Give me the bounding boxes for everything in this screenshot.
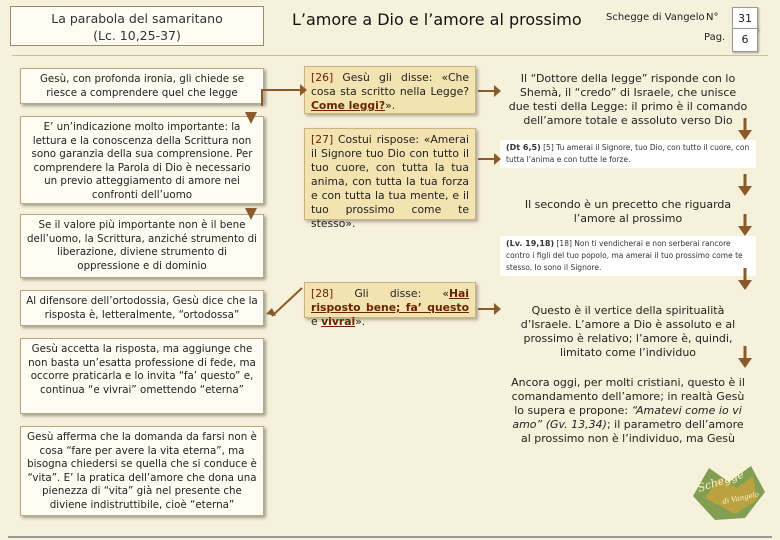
arrow-left-icon bbox=[260, 78, 308, 108]
comment-text: ; il parametro dell’amore al prossimo non è l’individuo, ma Gesù bbox=[521, 418, 744, 445]
verse-26-box bbox=[304, 66, 476, 114]
comment-box-reading bbox=[20, 116, 264, 204]
comment-new-commandment bbox=[500, 372, 756, 450]
reference-deuteronomy bbox=[500, 140, 756, 168]
comment-text: Se il valore più importante non è il bene dell’uomo, la Scrittura, anziché strumento di liberazione, diviene strumento di oppressione e di dominio bbox=[27, 219, 257, 272]
verse-text: Gesù gli disse: «Che cosa sta scritto nella Legge? bbox=[311, 71, 469, 98]
page-label: Pag. bbox=[704, 32, 726, 43]
gospel-quote: “Amatevi come io vi amo” (Gv. 13,34) bbox=[512, 404, 742, 431]
page-number: 6 bbox=[732, 28, 758, 52]
arrow-down-icon bbox=[736, 266, 754, 292]
verse-emphasis: Come leggi? bbox=[311, 99, 386, 112]
lesson-title: La parabola del samaritano bbox=[51, 11, 223, 26]
verse-emphasis: vivrai bbox=[321, 315, 356, 328]
arrow-down-icon bbox=[242, 110, 260, 126]
comment-text: Al difensore dell’ortodossia, Gesù dice che la risposta è, letteralmente, “ortodossa” bbox=[26, 295, 258, 321]
comment-shema: Il “Dottore della legge” risponde con lo Shemà, il “credo” di Israele, che unisce due testi della Legge: il primo è il comando dell’amore totale e assoluto verso Dio bbox=[508, 72, 748, 127]
lesson-reference: (Lc. 10,25-37) bbox=[93, 28, 181, 43]
reference-text: [18] Non ti vendicherai e non serberai rancore contro i figli del tuo popolo, ma amerai il tuo prossimo come te stesso. Io sono il Signore. bbox=[506, 239, 743, 272]
comment-text: Gesù accetta la risposta, ma aggiunge che non basta un’esatta professione di fede, ma occorre praticarla e lo invita “fa’ questo” e, continua “e vivrai” omettendo “eterna” bbox=[28, 343, 256, 396]
arrow-down-icon bbox=[736, 172, 754, 198]
comment-text: Gesù afferma che la domanda da farsi non è cosa “fare per avere la vita eterna”, ma bisogna chiedersi se quella che si conduce è “vita”. E’ la pratica dell’amore che dona una pienezza di “vita” già nel presente che diviene indistruttibile, cioè “eterna” bbox=[27, 431, 257, 511]
reference-label: (Dt 6,5) bbox=[506, 143, 541, 152]
logo-word: di Vangelo bbox=[721, 490, 760, 506]
page-bottom-edge bbox=[8, 536, 772, 538]
arrow-down-icon bbox=[736, 344, 754, 370]
arrow-left-icon bbox=[262, 284, 306, 318]
arrow-down-icon bbox=[736, 116, 754, 142]
verse-number: [28] bbox=[311, 287, 334, 300]
arrow-down-icon bbox=[736, 212, 754, 238]
comment-box-life bbox=[20, 426, 264, 516]
comment-text: E’ un’indicazione molto importante: la lettura e la conoscenza della Scrittura non sono garanzia della sua comprensione. Per comprendere la Parola di Dio è necessario un previo atteggiamento di amore nei confronti dell’uomo bbox=[31, 121, 253, 201]
series-label: Schegge di Vangelo bbox=[606, 12, 705, 23]
page-title: L’amore a Dio e l’amore al prossimo bbox=[292, 10, 582, 29]
verse-text: Gli disse: « bbox=[354, 287, 449, 300]
verse-text: e bbox=[311, 315, 318, 328]
schegge-di-vangelo-logo-icon bbox=[685, 462, 770, 524]
verse-28-box bbox=[304, 282, 476, 328]
comment-box-value bbox=[20, 214, 264, 278]
comment-vertex: Questo è il vertice della spiritualità d’Israele. L’amore a Dio è assoluto e al prossimo è relativo; l’amore è, quindi, limitato come l’individuo bbox=[520, 304, 736, 359]
reference-text: [5] Tu amerai il Signore, tuo Dio, con tutto il cuore, con tutta l’anima e con tutte le forze. bbox=[506, 143, 750, 164]
number-label: N° bbox=[706, 12, 719, 23]
verse-number: [26] bbox=[311, 71, 334, 84]
comment-text: Ancora oggi, per molti cristiani, questo è il comandamento dell’amore; in realtà Gesù lo supera e propone: bbox=[511, 376, 745, 417]
comment-box-irony bbox=[20, 68, 264, 104]
comment-text: Gesù, con profonda ironia, gli chiede se riesce a comprendere quel che legge bbox=[39, 73, 245, 99]
verse-end: ». bbox=[385, 99, 396, 112]
arrow-down-icon bbox=[242, 206, 260, 222]
arrow-right-icon bbox=[476, 82, 502, 100]
comment-box-practice bbox=[20, 338, 264, 414]
logo-word: Schegge bbox=[695, 467, 746, 495]
comment-second-precept: Il secondo è un precetto che riguarda l’amore al prossimo bbox=[524, 198, 732, 225]
verse-end: ». bbox=[355, 315, 366, 328]
arrow-right-icon bbox=[476, 300, 502, 318]
reference-label: (Lv. 19,18) bbox=[506, 239, 555, 248]
header-divider bbox=[12, 55, 768, 56]
verse-emphasis: Hai risposto bene; fa’ questo bbox=[311, 287, 469, 314]
arrow-right-icon bbox=[476, 150, 502, 168]
comment-box-orthodoxy bbox=[20, 290, 264, 326]
verse-number: [27] bbox=[311, 133, 334, 146]
reference-leviticus bbox=[500, 236, 756, 276]
lesson-title-box bbox=[10, 6, 264, 46]
verse-text: Costui rispose: «Amerai il Signore tuo Dio con tutto il tuo cuore, con tutta la tua anima, con tutta la tua forza e con tutta la tua mente, e il tuo prossimo come te stesso». bbox=[311, 133, 469, 230]
number-value: 31 bbox=[732, 7, 758, 31]
verse-27-box bbox=[304, 128, 476, 230]
